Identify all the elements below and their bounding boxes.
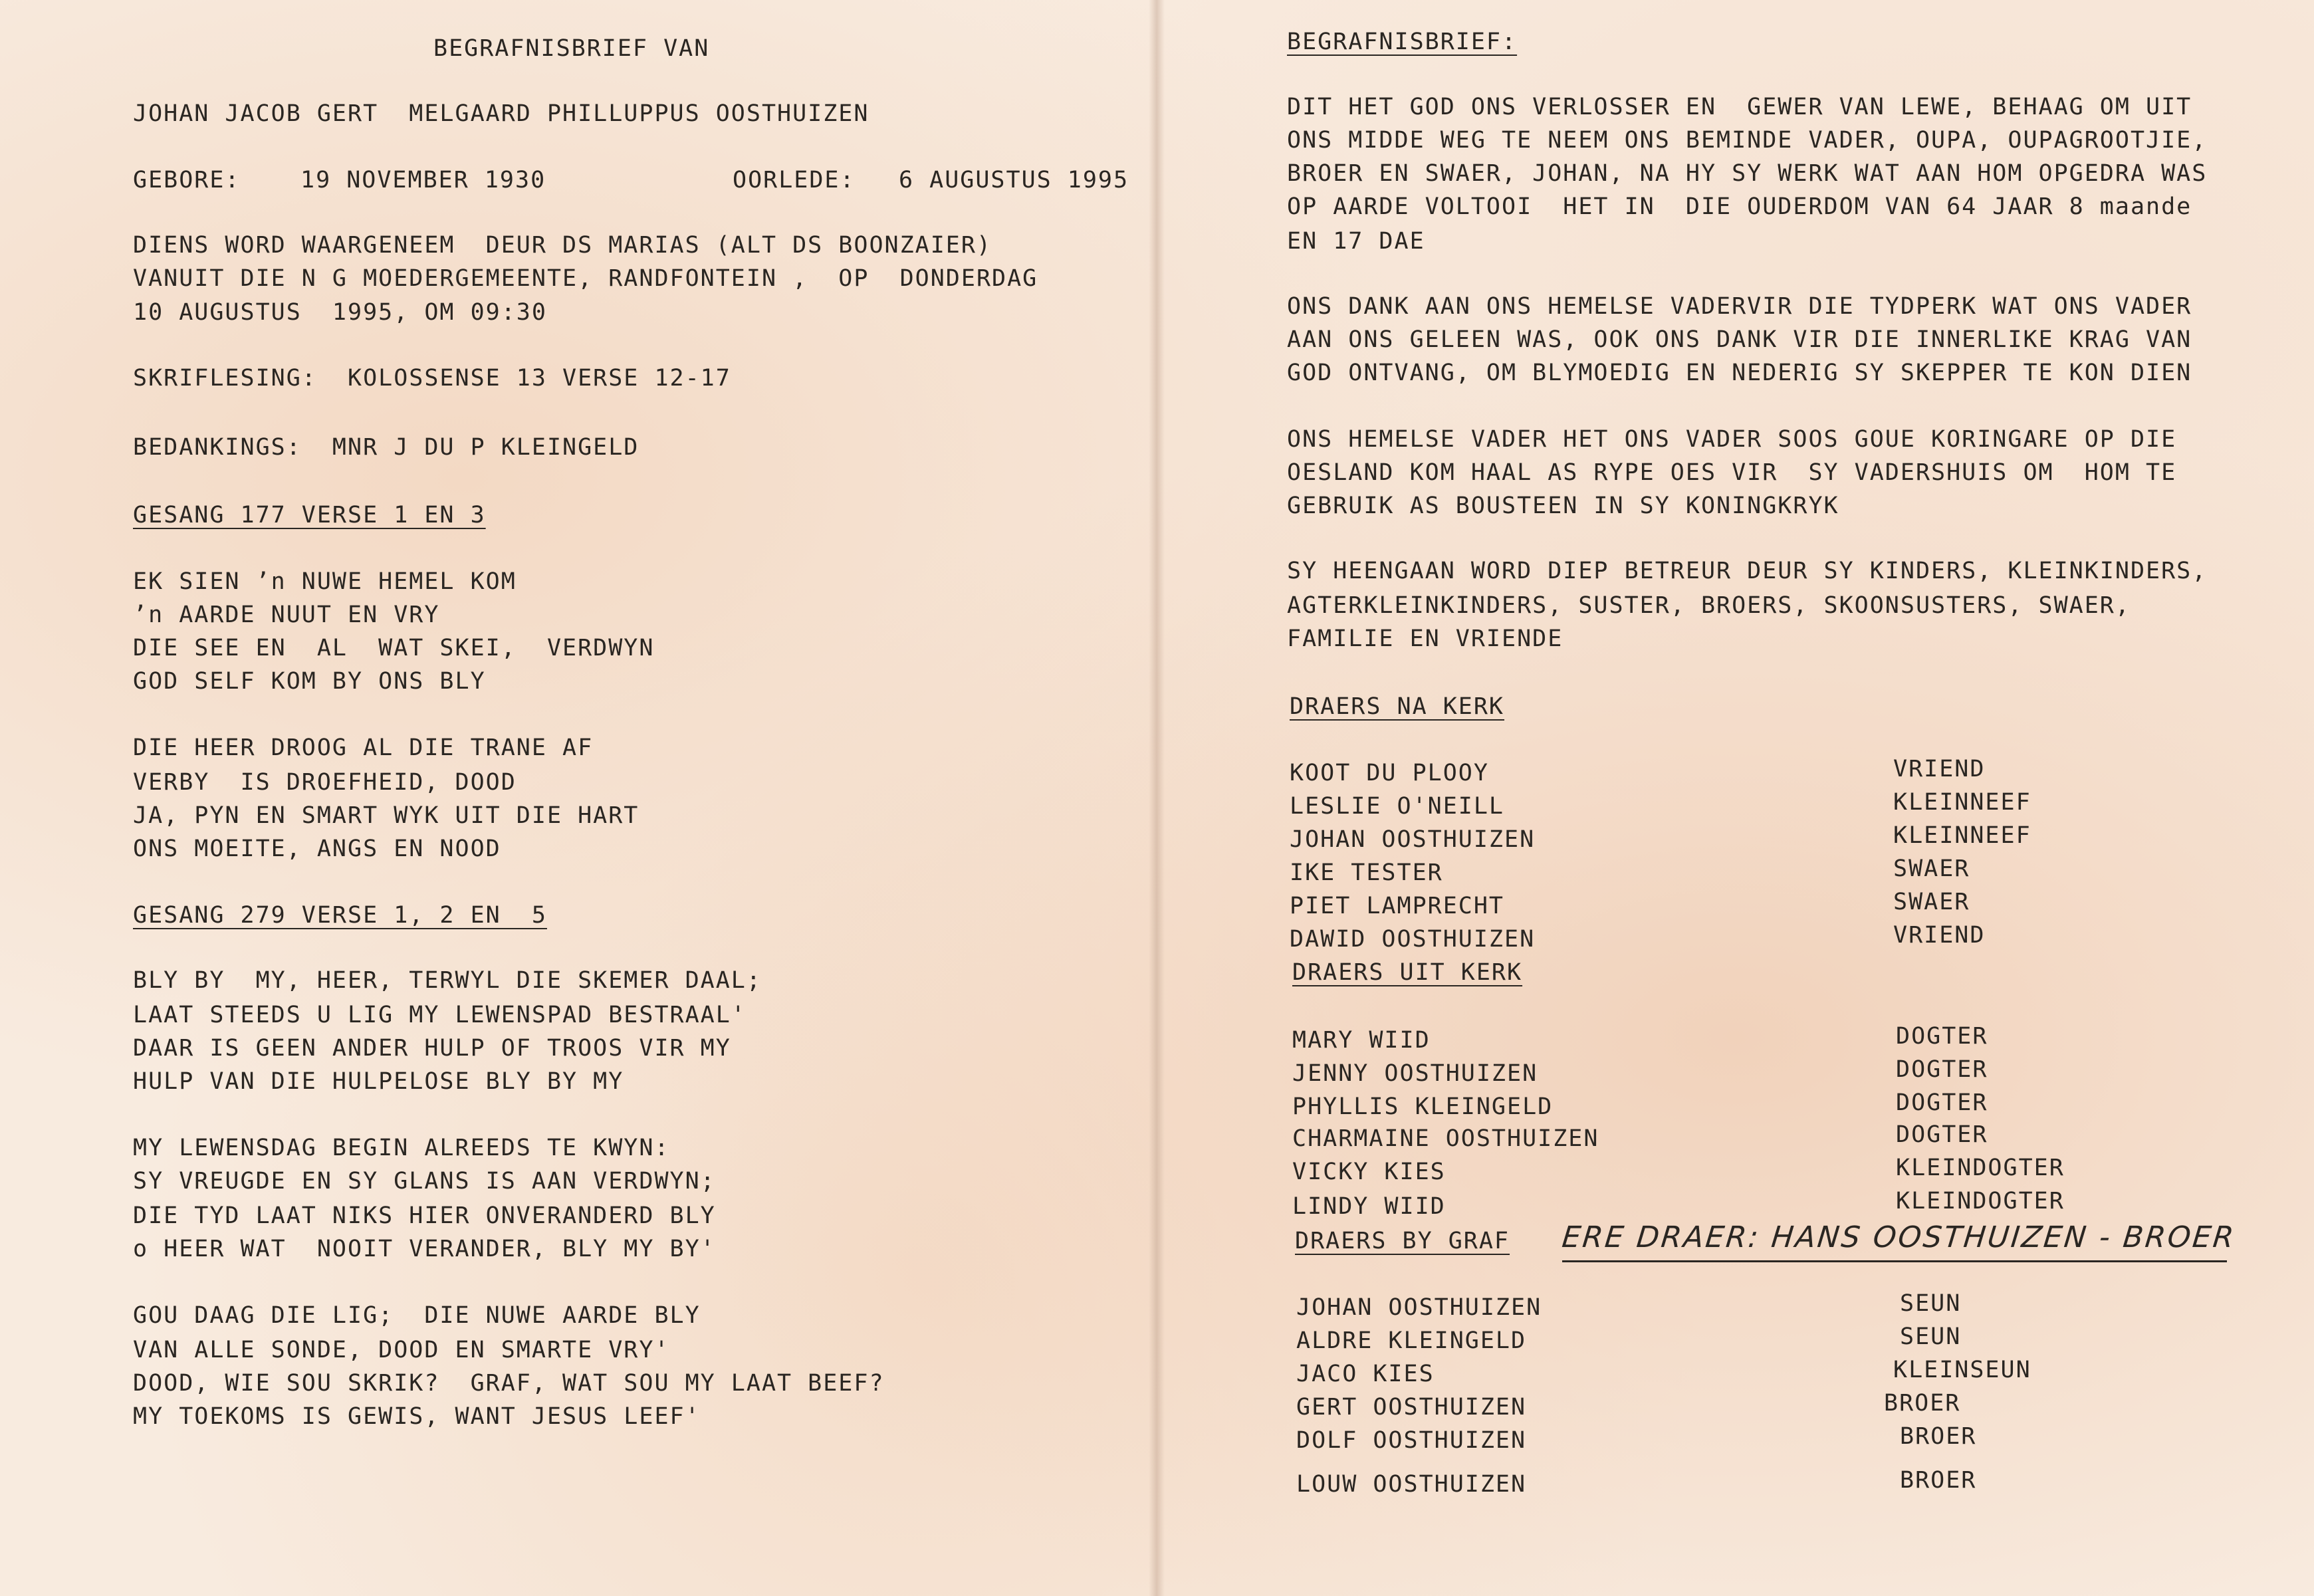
bearer-name: LESLIE O'NEILL [1290, 793, 1505, 820]
notice-line: OP AARDE VOLTOOI HET IN DIE OUDERDOM VAN 64 JAAR 8 maande [1287, 193, 2192, 220]
right-title: BEGRAFNISBRIEF: [1287, 29, 1518, 55]
bearer-name: DAWID OOSTHUIZEN [1290, 926, 1536, 953]
bearer-name: JOHAN OOSTHUIZEN [1290, 826, 1536, 853]
deceased-name: JOHAN JACOB GERT MELGAARD PHILLUPPUS OOSTHUIZEN [133, 100, 869, 127]
hymn1-title: GESANG 177 VERSE 1 EN 3 [133, 502, 486, 528]
hymn-line: SY VREUGDE EN SY GLANS IS AAN VERDWYN; [133, 1168, 716, 1195]
notice-line: FAMILIE EN VRIENDE [1287, 626, 1563, 652]
died-date: 6 AUGUSTUS 1995 [899, 167, 1129, 193]
hymn-line: o HEER WAT NOOIT VERANDER, BLY MY BY' [133, 1236, 716, 1262]
bearer-relation: KLEINNEEF [1893, 789, 2031, 816]
notice-line: AGTERKLEINKINDERS, SUSTER, BROERS, SKOONSUSTERS, SWAER, [1287, 592, 2131, 619]
notice-line: GOD ONTVANG, OM BLYMOEDIG EN NEDERIG SY SKEPPER TE KON DIEN [1287, 360, 2192, 386]
notice-line: ONS MIDDE WEG TE NEEM ONS BEMINDE VADER, OUPA, OUPAGROOTJIE, [1287, 127, 2208, 154]
bearer-relation: BROER [1900, 1467, 1977, 1494]
honour-bearer-handwritten: ERE DRAER: HANS OOSTHUIZEN - BROER [1560, 1220, 2238, 1254]
left-title: BEGRAFNISBRIEF VAN [433, 35, 710, 62]
bearers-church-title: DRAERS NA KERK [1290, 693, 1505, 720]
died-label: OORLEDE: [733, 167, 856, 193]
bearer-relation: SWAER [1893, 889, 1970, 915]
hymn-line: DAAR IS GEEN ANDER HULP OF TROOS VIR MY [133, 1035, 731, 1062]
bearers-grave-title: DRAERS BY GRAF [1295, 1228, 1510, 1254]
hymn-line: DIE HEER DROOG AL DIE TRANE AF [133, 735, 594, 761]
bearer-name: DOLF OOSTHUIZEN [1296, 1427, 1527, 1454]
hymn2-title: GESANG 279 VERSE 1, 2 EN 5 [133, 902, 547, 929]
bearer-name: GERT OOSTHUIZEN [1296, 1394, 1527, 1421]
notice-line: ONS HEMELSE VADER HET ONS VADER SOOS GOUE KORINGARE OP DIE [1287, 426, 2177, 453]
bearer-name: MARY WIID [1292, 1027, 1431, 1054]
hymn-line: DOOD, WIE SOU SKRIK? GRAF, WAT SOU MY LAAT BEEF? [133, 1370, 885, 1397]
bearer-name: PIET LAMPRECHT [1290, 893, 1505, 919]
hymn-line: VAN ALLE SONDE, DOOD EN SMARTE VRY' [133, 1337, 670, 1363]
notice-line: OESLAND KOM HAAL AS RYPE OES VIR SY VADERSHUIS OM HOM TE [1287, 459, 2177, 486]
notice-line: SY HEENGAAN WORD DIEP BETREUR DEUR SY KINDERS, KLEINKINDERS, [1287, 558, 2208, 584]
bearers-out-title: DRAERS UIT KERK [1292, 959, 1523, 986]
bearer-relation: KLEINNEEF [1893, 822, 2031, 849]
hymn-line: MY TOEKOMS IS GEWIS, WANT JESUS LEEF' [133, 1403, 701, 1430]
bearer-name: VICKY KIES [1292, 1159, 1446, 1185]
notice-line: ONS DANK AAN ONS HEMELSE VADERVIR DIE TYDPERK WAT ONS VADER [1287, 293, 2192, 320]
bearer-relation: BROER [1884, 1390, 1961, 1417]
hymn-line: ONS MOEITE, ANGS EN NOOD [133, 836, 501, 862]
bearer-relation: KLEINDOGTER [1896, 1155, 2065, 1181]
bearer-relation: DOGTER [1896, 1023, 1988, 1050]
born-date: 19 NOVEMBER 1930 [300, 167, 546, 193]
scripture-reading: SKRIFLESING: KOLOSSENSE 13 VERSE 12-17 [133, 365, 731, 392]
hymn-line: DIE SEE EN AL WAT SKEI, VERDWYN [133, 635, 655, 661]
bearer-relation: SEUN [1900, 1323, 1962, 1350]
born-label: GEBORE: [133, 167, 241, 193]
hymn-line: VERBY IS DROEFHEID, DOOD [133, 769, 517, 796]
notice-line: AAN ONS GELEEN WAS, OOK ONS DANK VIR DIE INNERLIKE KRAG VAN [1287, 326, 2192, 353]
bearer-relation: BROER [1900, 1423, 1977, 1450]
bearer-relation: KLEINSEUN [1893, 1357, 2031, 1383]
right-page [1157, 0, 2314, 1596]
hymn-line: MY LEWENSDAG BEGIN ALREEDS TE KWYN: [133, 1135, 670, 1161]
bearer-relation: DOGTER [1896, 1056, 1988, 1083]
bearer-name: PHYLLIS KLEINGELD [1292, 1093, 1554, 1120]
hymn-line: EK SIEN ʼn NUWE HEMEL KOM [133, 568, 517, 595]
honour-bearer-underline [1562, 1260, 2227, 1262]
bearer-name: JOHAN OOSTHUIZEN [1296, 1294, 1542, 1321]
service-line: VANUIT DIE N G MOEDERGEMEENTE, RANDFONTEIN , OP DONDERDAG [133, 265, 1038, 292]
notice-line: EN 17 DAE [1287, 228, 1425, 255]
bearer-name: CHARMAINE OOSTHUIZEN [1292, 1125, 1599, 1152]
notice-line: GEBRUIK AS BOUSTEEN IN SY KONINGKRYK [1287, 493, 1839, 519]
bearer-name: IKE TESTER [1290, 859, 1443, 886]
hymn-line: HULP VAN DIE HULPELOSE BLY BY MY [133, 1068, 624, 1095]
bearer-name: JACO KIES [1296, 1361, 1435, 1387]
hymn-line: ʼn AARDE NUUT EN VRY [133, 602, 440, 628]
bearer-name: LOUW OOSTHUIZEN [1296, 1471, 1527, 1498]
bearer-name: ALDRE KLEINGELD [1296, 1327, 1527, 1354]
bearer-relation: DOGTER [1896, 1121, 1988, 1148]
bearer-relation: DOGTER [1896, 1089, 1988, 1116]
hymn-line: JA, PYN EN SMART WYK UIT DIE HART [133, 802, 639, 829]
bearer-relation: SWAER [1893, 855, 1970, 882]
bearer-relation: KLEINDOGTER [1896, 1188, 2065, 1214]
bearer-name: JENNY OOSTHUIZEN [1292, 1060, 1538, 1087]
hymn-line: GOU DAAG DIE LIG; DIE NUWE AARDE BLY [133, 1302, 701, 1329]
bearer-relation: VRIEND [1893, 756, 1986, 782]
hymn-line: LAAT STEEDS U LIG MY LEWENSPAD BESTRAAL' [133, 1002, 747, 1028]
hymn-line: DIE TYD LAAT NIKS HIER ONVERANDERD BLY [133, 1202, 716, 1229]
bearer-relation: VRIEND [1893, 922, 1986, 949]
thanks: BEDANKINGS: MNR J DU P KLEINGELD [133, 434, 639, 461]
hymn-line: BLY BY MY, HEER, TERWYL DIE SKEMER DAAL; [133, 967, 762, 994]
hymn-line: GOD SELF KOM BY ONS BLY [133, 668, 486, 695]
service-line: DIENS WORD WAARGENEEM DEUR DS MARIAS (ALT DS BOONZAIER) [133, 232, 992, 259]
bearer-name: KOOT DU PLOOY [1290, 760, 1489, 786]
notice-line: DIT HET GOD ONS VERLOSSER EN GEWER VAN LEWE, BEHAAG OM UIT [1287, 94, 2192, 120]
bearer-name: LINDY WIID [1292, 1193, 1446, 1220]
bearer-relation: SEUN [1900, 1290, 1962, 1317]
service-line: 10 AUGUSTUS 1995, OM 09:30 [133, 299, 547, 326]
notice-line: BROER EN SWAER, JOHAN, NA HY SY WERK WAT AAN HOM OPGEDRA WAS [1287, 160, 2208, 187]
